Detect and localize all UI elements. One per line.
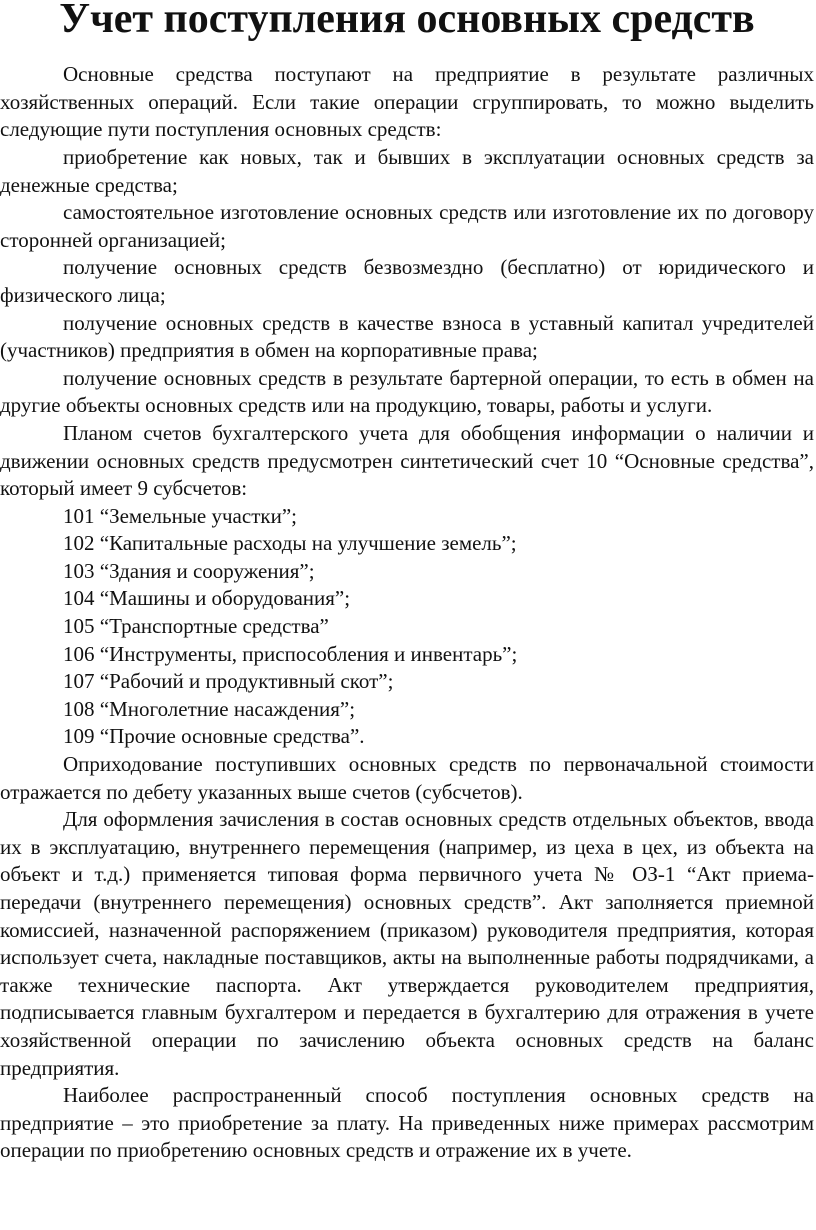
- document-title: Учет поступления основных средств: [59, 0, 755, 42]
- subaccount-item: 105 “Транспортные средства”: [63, 614, 329, 639]
- paragraph-chart-of-accounts: Планом счетов бухгалтерского учета для обобщения информации о наличии и движении основных средств предусмотрен синтетический счет 10 “Основные средства”, который имеет 9 субсчетов:: [0, 420, 814, 501]
- subaccount-item: 104 “Машины и оборудования”;: [63, 586, 351, 611]
- paragraph-intro: Основные средства поступают на предприятие в результате различных хозяйственных операций. Если такие операции сгруппировать, то можно выделить следующие пути поступления основных средств:: [0, 62, 814, 142]
- paragraph-capitalization: Оприходование поступивших основных средств по первоначальной стоимости отражается по дебету указанных выше счетов (субсчетов).: [0, 752, 814, 804]
- subaccount-item: 108 “Многолетние насаждения”;: [63, 696, 356, 721]
- paragraph-path-manufacture: самостоятельное изготовление основных средств или изготовление их по договору сторонней организацией;: [0, 200, 814, 252]
- paragraph-path-barter: получение основных средств в результате бартерной операции, то есть в обмен на другие объекты основных средств или на продукцию, товары, работы и услуги.: [0, 365, 814, 418]
- subaccount-item: 102 “Капитальные расходы на улучшение земель”;: [63, 531, 517, 556]
- subaccount-item: 109 “Прочие основные средства”.: [63, 724, 365, 749]
- subaccount-item: 107 “Рабочий и продуктивный скот”;: [63, 669, 394, 694]
- subaccount-list: [0, 503, 814, 751]
- paragraph-form-oz1: Для оформления зачисления в состав основных средств отдельных объектов, ввода их в эксплуатацию, внутреннего перемещения (например, из цеха в цех, из объекта на объект и т.д.) применяется типовая форма первичного учета № ОЗ-1 “Акт приема-передачи (внутреннего перемещения) основных средств”. Акт заполняется приемной комиссией, назначенной распоряжением (приказом) руководителя предприятия, которая использует счета, накладные поставщиков, акты на выполненные работы подрядчиками, а также технические паспорта. Акт утверждается руководителем предприятия, подписывается главным бухгалтером и передается в бухгалтерию для отражения в учете хозяйственной операции по зачислению объекта основных средств на баланс предприятия.: [0, 807, 814, 1080]
- paragraph-path-contribution: получение основных средств в качестве взноса в уставный капитал учредителей (участников) предприятия в обмен на корпоративные права;: [0, 310, 814, 363]
- subaccount-item: 106 “Инструменты, приспособления и инвентарь”;: [63, 641, 518, 666]
- paragraph-purchase-examples: Наиболее распространенный способ поступления основных средств на предприятие – это приобретение за плату. На приведенных ниже примерах рассмотрим операции по приобретению основных средств и отражение их в учете.: [0, 1083, 814, 1163]
- paragraph-path-free: получение основных средств безвозмездно (бесплатно) от юридического и физического лица;: [0, 255, 814, 307]
- subaccount-item: 101 “Земельные участки”;: [63, 503, 297, 528]
- paragraph-path-purchase: приобретение как новых, так и бывших в эксплуатации основных средств за денежные средства;: [0, 144, 814, 197]
- subaccount-item: 103 “Здания и сооружения”;: [63, 558, 315, 583]
